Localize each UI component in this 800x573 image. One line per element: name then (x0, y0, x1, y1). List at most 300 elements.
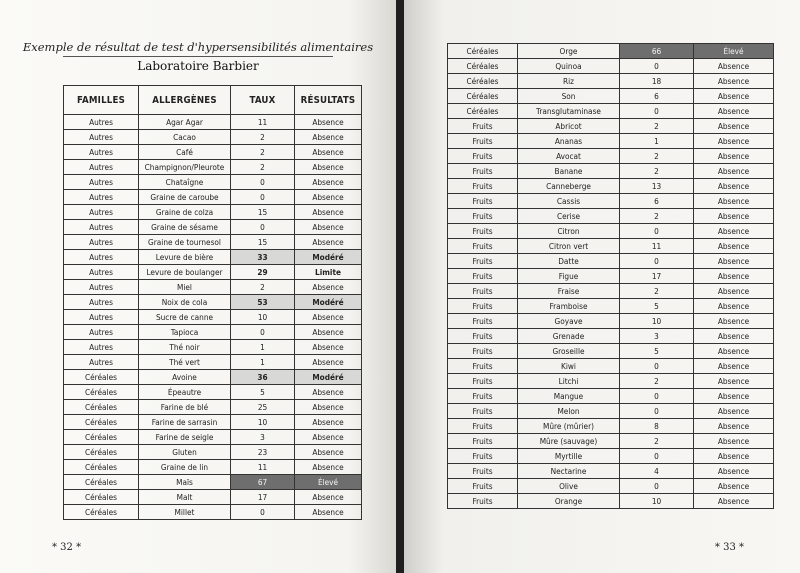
table-row (448, 494, 774, 509)
table-row (448, 89, 774, 104)
header-familles: FAMILLES (64, 86, 139, 115)
cell-famille: Céréales (64, 460, 139, 475)
right-page (404, 0, 800, 573)
table-body-left (64, 115, 362, 520)
cell-resultat: Absence (295, 460, 362, 475)
table-row (448, 329, 774, 344)
cell-allergene: Levure de boulanger (139, 265, 231, 280)
cell-taux: 0 (620, 224, 694, 239)
table-row (448, 59, 774, 74)
table-row (448, 389, 774, 404)
header-resultats: RÉSULTATS (295, 86, 362, 115)
header-allergenes: ALLERGÈNES (139, 86, 231, 115)
cell-resultat: Absence (694, 299, 774, 314)
table-row (448, 479, 774, 494)
cell-allergene: Chataîgne (139, 175, 231, 190)
cell-resultat: Absence (694, 449, 774, 464)
cell-resultat: Absence (694, 464, 774, 479)
cell-famille: Autres (64, 355, 139, 370)
cell-allergene: Son (518, 89, 620, 104)
table-row (448, 104, 774, 119)
cell-taux: 25 (231, 400, 295, 415)
cell-allergene: Café (139, 145, 231, 160)
table-row (64, 340, 362, 355)
cell-allergene: Miel (139, 280, 231, 295)
table-row (448, 44, 774, 59)
table-row (64, 145, 362, 160)
cell-taux: 10 (620, 494, 694, 509)
table-row (448, 269, 774, 284)
cell-resultat: Absence (295, 190, 362, 205)
cell-allergene: Sucre de canne (139, 310, 231, 325)
book-gutter (396, 0, 404, 573)
cell-famille: Autres (64, 205, 139, 220)
cell-taux: 4 (620, 464, 694, 479)
cell-allergene: Cacao (139, 130, 231, 145)
cell-taux: 36 (231, 370, 295, 385)
cell-allergene: Millet (139, 505, 231, 520)
cell-taux: 18 (620, 74, 694, 89)
cell-allergene: Mangue (518, 389, 620, 404)
table-row (448, 404, 774, 419)
cell-allergene: Orge (518, 44, 620, 59)
cell-allergene: Transglutaminase (518, 104, 620, 119)
cell-famille: Céréales (64, 415, 139, 430)
cell-allergene: Avocat (518, 149, 620, 164)
cell-allergene: Maïs (139, 475, 231, 490)
cell-resultat: Absence (295, 115, 362, 130)
cell-famille: Autres (64, 340, 139, 355)
cell-famille: Fruits (448, 449, 518, 464)
cell-taux: 6 (620, 89, 694, 104)
cell-famille: Autres (64, 295, 139, 310)
cell-taux: 15 (231, 235, 295, 250)
cell-allergene: Malt (139, 490, 231, 505)
table-row (448, 284, 774, 299)
cell-famille: Fruits (448, 224, 518, 239)
table-row (64, 160, 362, 175)
table-row (448, 149, 774, 164)
cell-taux: 2 (231, 145, 295, 160)
cell-allergene: Agar Agar (139, 115, 231, 130)
cell-famille: Céréales (64, 505, 139, 520)
lab-name: Laboratoire Barbier (137, 59, 259, 73)
cell-allergene: Kiwi (518, 359, 620, 374)
cell-taux: 17 (231, 490, 295, 505)
table-row (64, 235, 362, 250)
cell-resultat: Absence (295, 355, 362, 370)
cell-resultat: Absence (295, 205, 362, 220)
table-row (64, 115, 362, 130)
cell-allergene: Graine de lin (139, 460, 231, 475)
cell-famille: Fruits (448, 194, 518, 209)
cell-taux: 3 (231, 430, 295, 445)
cell-famille: Céréales (64, 475, 139, 490)
cell-taux: 2 (231, 280, 295, 295)
cell-resultat: Élevé (694, 44, 774, 59)
cell-resultat: Absence (295, 505, 362, 520)
cell-famille: Autres (64, 235, 139, 250)
cell-allergene: Groseille (518, 344, 620, 359)
cell-famille: Autres (64, 145, 139, 160)
cell-taux: 0 (231, 175, 295, 190)
cell-allergene: Cerise (518, 209, 620, 224)
cell-resultat: Absence (694, 209, 774, 224)
table-row (448, 449, 774, 464)
cell-resultat: Élevé (295, 475, 362, 490)
table-row (64, 505, 362, 520)
cell-famille: Autres (64, 220, 139, 235)
cell-resultat: Modéré (295, 295, 362, 310)
cell-allergene: Avoine (139, 370, 231, 385)
cell-taux: 5 (231, 385, 295, 400)
cell-taux: 11 (620, 239, 694, 254)
table-row (64, 265, 362, 280)
cell-allergene: Farine de blé (139, 400, 231, 415)
table-row (448, 464, 774, 479)
cell-famille: Fruits (448, 299, 518, 314)
cell-resultat: Absence (694, 329, 774, 344)
cell-resultat: Absence (295, 235, 362, 250)
cell-resultat: Absence (694, 254, 774, 269)
table-row (448, 434, 774, 449)
cell-allergene: Figue (518, 269, 620, 284)
cell-famille: Fruits (448, 479, 518, 494)
cell-resultat: Absence (694, 404, 774, 419)
cell-famille: Céréales (448, 104, 518, 119)
cell-allergene: Litchi (518, 374, 620, 389)
cell-resultat: Absence (295, 310, 362, 325)
cell-resultat: Absence (295, 160, 362, 175)
cell-taux: 2 (620, 164, 694, 179)
results-table-left (63, 85, 362, 520)
cell-famille: Céréales (448, 44, 518, 59)
cell-taux: 15 (231, 205, 295, 220)
cell-taux: 2 (620, 374, 694, 389)
cell-famille: Fruits (448, 119, 518, 134)
cell-taux: 11 (231, 115, 295, 130)
cell-taux: 1 (620, 134, 694, 149)
cell-allergene: Myrtille (518, 449, 620, 464)
cell-resultat: Absence (295, 400, 362, 415)
cell-allergene: Orange (518, 494, 620, 509)
cell-taux: 23 (231, 445, 295, 460)
cell-famille: Fruits (448, 209, 518, 224)
cell-famille: Autres (64, 310, 139, 325)
cell-allergene: Riz (518, 74, 620, 89)
table-row (64, 400, 362, 415)
cell-taux: 1 (231, 355, 295, 370)
cell-resultat: Absence (295, 220, 362, 235)
table-row (64, 250, 362, 265)
table-row (448, 74, 774, 89)
cell-allergene: Datte (518, 254, 620, 269)
cell-resultat: Absence (694, 374, 774, 389)
page-number-right: * 33 * (714, 542, 744, 553)
cell-resultat: Absence (295, 430, 362, 445)
cell-taux: 2 (620, 434, 694, 449)
table-row (64, 205, 362, 220)
cell-taux: 5 (620, 344, 694, 359)
cell-allergene: Graine de tournesol (139, 235, 231, 250)
table-row (64, 430, 362, 445)
cell-allergene: Mûre (mûrier) (518, 419, 620, 434)
table-row (64, 460, 362, 475)
heading-rule (63, 56, 333, 57)
cell-taux: 10 (231, 415, 295, 430)
cell-taux: 29 (231, 265, 295, 280)
table-row (448, 179, 774, 194)
table-row (448, 239, 774, 254)
cell-resultat: Absence (694, 59, 774, 74)
cell-famille: Céréales (64, 370, 139, 385)
cell-allergene: Quinoa (518, 59, 620, 74)
cell-taux: 0 (620, 389, 694, 404)
cell-resultat: Absence (694, 149, 774, 164)
table-row (448, 374, 774, 389)
cell-resultat: Absence (694, 134, 774, 149)
page-heading (0, 36, 396, 73)
cell-allergene: Banane (518, 164, 620, 179)
cell-famille: Céréales (448, 74, 518, 89)
cell-resultat: Absence (694, 314, 774, 329)
table-row (64, 475, 362, 490)
cell-allergene: Graine de sésame (139, 220, 231, 235)
table-row (448, 119, 774, 134)
cell-taux: 3 (620, 329, 694, 344)
cell-allergene: Canneberge (518, 179, 620, 194)
cell-allergene: Farine de sarrasin (139, 415, 231, 430)
cell-taux: 0 (231, 325, 295, 340)
cell-allergene: Nectarine (518, 464, 620, 479)
page-number-left: * 32 * (52, 542, 82, 553)
cell-taux: 10 (620, 314, 694, 329)
cell-allergene: Grenade (518, 329, 620, 344)
cell-allergene: Citron vert (518, 239, 620, 254)
cell-taux: 13 (620, 179, 694, 194)
cell-taux: 66 (620, 44, 694, 59)
cell-famille: Autres (64, 160, 139, 175)
cell-resultat: Absence (694, 119, 774, 134)
cell-famille: Fruits (448, 149, 518, 164)
cell-taux: 0 (231, 505, 295, 520)
cell-resultat: Absence (295, 325, 362, 340)
cell-allergene: Noix de cola (139, 295, 231, 310)
cell-resultat: Absence (694, 89, 774, 104)
cell-resultat: Absence (694, 494, 774, 509)
cell-famille: Fruits (448, 179, 518, 194)
cell-resultat: Absence (694, 479, 774, 494)
cell-taux: 33 (231, 250, 295, 265)
cell-resultat: Absence (694, 104, 774, 119)
cell-taux: 10 (231, 310, 295, 325)
cell-famille: Céréales (64, 445, 139, 460)
cell-famille: Céréales (64, 385, 139, 400)
table-row (448, 254, 774, 269)
cell-resultat: Absence (295, 490, 362, 505)
cell-taux: 2 (231, 160, 295, 175)
cell-allergene: Épeautre (139, 385, 231, 400)
table-row (64, 175, 362, 190)
cell-taux: 2 (620, 119, 694, 134)
table-row (64, 310, 362, 325)
cell-famille: Fruits (448, 239, 518, 254)
cell-resultat: Absence (694, 419, 774, 434)
cell-famille: Céréales (64, 430, 139, 445)
table-body-right (448, 44, 774, 509)
cell-resultat: Modéré (295, 370, 362, 385)
table-row (448, 419, 774, 434)
cell-famille: Fruits (448, 254, 518, 269)
cell-famille: Céréales (448, 89, 518, 104)
cell-famille: Céréales (64, 490, 139, 505)
cell-taux: 6 (620, 194, 694, 209)
cell-allergene: Thé noir (139, 340, 231, 355)
cell-allergene: Fraise (518, 284, 620, 299)
cell-famille: Autres (64, 250, 139, 265)
table-row (64, 445, 362, 460)
cell-famille: Fruits (448, 344, 518, 359)
cell-taux: 0 (620, 449, 694, 464)
cell-famille: Autres (64, 175, 139, 190)
cell-resultat: Absence (694, 179, 774, 194)
cell-resultat: Absence (295, 445, 362, 460)
cell-taux: 5 (620, 299, 694, 314)
cell-famille: Fruits (448, 494, 518, 509)
cell-famille: Autres (64, 130, 139, 145)
cell-allergene: Citron (518, 224, 620, 239)
table-row (64, 280, 362, 295)
subtitle: Exemple de résultat de test d'hypersensibilités alimentaires (22, 40, 374, 54)
cell-resultat: Absence (694, 239, 774, 254)
cell-taux: 0 (231, 190, 295, 205)
cell-taux: 8 (620, 419, 694, 434)
cell-famille: Fruits (448, 404, 518, 419)
table-row (64, 385, 362, 400)
cell-resultat: Absence (295, 340, 362, 355)
table-row (64, 490, 362, 505)
cell-taux: 2 (231, 130, 295, 145)
table-row (448, 209, 774, 224)
cell-taux: 0 (620, 479, 694, 494)
cell-allergene: Thé vert (139, 355, 231, 370)
cell-allergene: Champignon/Pleurote (139, 160, 231, 175)
table-row (64, 370, 362, 385)
cell-taux: 2 (620, 209, 694, 224)
cell-resultat: Absence (694, 344, 774, 359)
results-table-right (447, 43, 774, 509)
cell-resultat: Absence (694, 194, 774, 209)
cell-resultat: Modéré (295, 250, 362, 265)
cell-taux: 67 (231, 475, 295, 490)
cell-taux: 0 (231, 220, 295, 235)
cell-allergene: Framboise (518, 299, 620, 314)
cell-famille: Fruits (448, 374, 518, 389)
table-row (64, 130, 362, 145)
cell-allergene: Graine de caroube (139, 190, 231, 205)
cell-resultat: Absence (694, 224, 774, 239)
table-row (64, 220, 362, 235)
cell-famille: Autres (64, 265, 139, 280)
cell-resultat: Absence (694, 434, 774, 449)
table-row (64, 295, 362, 310)
table-row (448, 194, 774, 209)
cell-famille: Autres (64, 115, 139, 130)
cell-resultat: Limite (295, 265, 362, 280)
cell-famille: Autres (64, 280, 139, 295)
cell-resultat: Absence (694, 359, 774, 374)
cell-taux: 2 (620, 284, 694, 299)
table-row (448, 299, 774, 314)
cell-allergene: Melon (518, 404, 620, 419)
cell-famille: Fruits (448, 164, 518, 179)
cell-allergene: Abricot (518, 119, 620, 134)
table-header-row (64, 86, 362, 115)
cell-famille: Fruits (448, 389, 518, 404)
cell-allergene: Gluten (139, 445, 231, 460)
cell-resultat: Absence (694, 284, 774, 299)
table-row (448, 164, 774, 179)
cell-resultat: Absence (295, 280, 362, 295)
table-row (448, 344, 774, 359)
cell-famille: Fruits (448, 359, 518, 374)
cell-famille: Céréales (64, 400, 139, 415)
cell-resultat: Absence (694, 389, 774, 404)
cell-resultat: Absence (295, 145, 362, 160)
cell-famille: Autres (64, 190, 139, 205)
table-row (64, 190, 362, 205)
cell-resultat: Absence (694, 74, 774, 89)
cell-famille: Fruits (448, 434, 518, 449)
table-row (448, 134, 774, 149)
cell-taux: 17 (620, 269, 694, 284)
cell-allergene: Olive (518, 479, 620, 494)
cell-famille: Céréales (448, 59, 518, 74)
cell-resultat: Absence (694, 164, 774, 179)
cell-taux: 53 (231, 295, 295, 310)
cell-allergene: Graine de colza (139, 205, 231, 220)
cell-allergene: Farine de seigle (139, 430, 231, 445)
cell-allergene: Goyave (518, 314, 620, 329)
cell-taux: 0 (620, 404, 694, 419)
cell-taux: 0 (620, 59, 694, 74)
cell-resultat: Absence (295, 175, 362, 190)
cell-resultat: Absence (295, 415, 362, 430)
cell-allergene: Cassis (518, 194, 620, 209)
cell-resultat: Absence (295, 130, 362, 145)
cell-resultat: Absence (295, 385, 362, 400)
cell-allergene: Ananas (518, 134, 620, 149)
cell-famille: Fruits (448, 419, 518, 434)
cell-famille: Fruits (448, 314, 518, 329)
cell-taux: 11 (231, 460, 295, 475)
table-row (448, 224, 774, 239)
cell-taux: 2 (620, 149, 694, 164)
cell-taux: 0 (620, 104, 694, 119)
table-row (64, 355, 362, 370)
cell-allergene: Tapioca (139, 325, 231, 340)
cell-resultat: Absence (694, 269, 774, 284)
left-page (0, 0, 396, 573)
header-taux: TAUX (231, 86, 295, 115)
cell-taux: 0 (620, 359, 694, 374)
table-row (448, 314, 774, 329)
cell-famille: Fruits (448, 284, 518, 299)
table-row (64, 325, 362, 340)
table-row (448, 359, 774, 374)
cell-famille: Autres (64, 325, 139, 340)
cell-taux: 1 (231, 340, 295, 355)
